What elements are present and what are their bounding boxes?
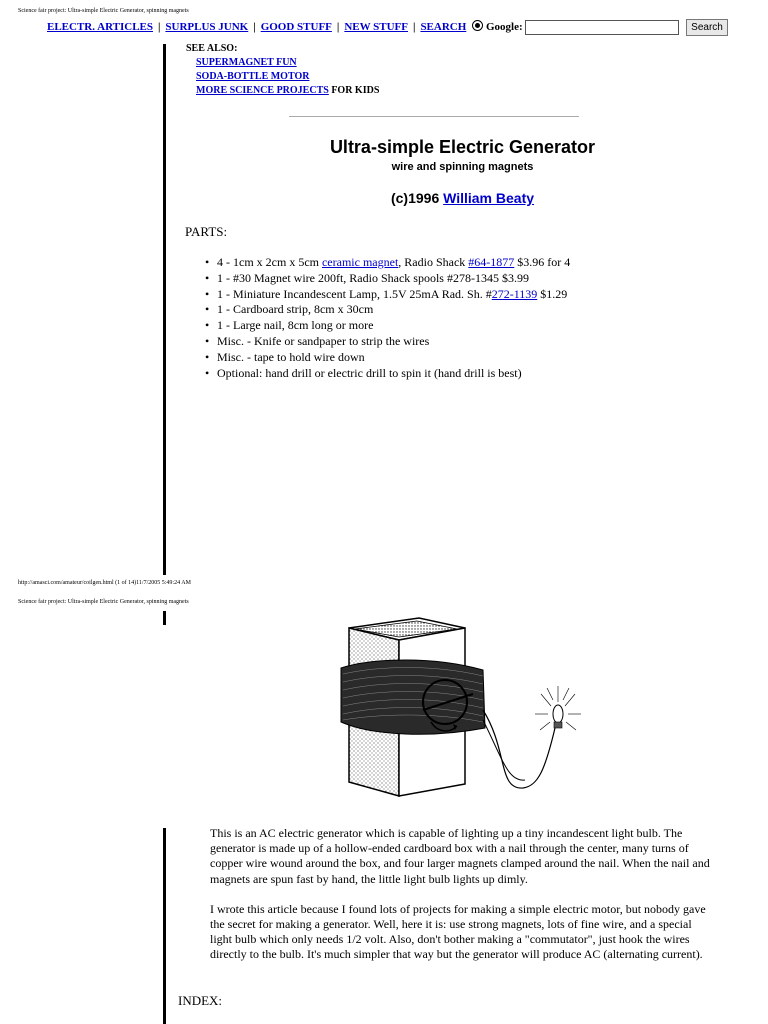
google-search-label-group xyxy=(472,19,523,33)
nav-separator: | xyxy=(413,21,416,33)
list-item: • Optional: hand drill or electric drill to spin it (hand drill is best) xyxy=(205,366,570,382)
link-272-1139[interactable]: 272-1139 xyxy=(491,286,538,301)
nav-surplus-junk[interactable]: SURPLUS JUNK xyxy=(165,21,249,33)
nav-good-stuff[interactable]: GOOD STUFF xyxy=(260,21,332,33)
see-also-heading: SEE ALSO: xyxy=(186,43,238,54)
list-item: • 1 - Cardboard strip, 8cm x 30cm xyxy=(205,302,570,318)
nav-electr-articles[interactable]: ELECTR. ARTICLES xyxy=(47,21,153,33)
google-radio-button[interactable] xyxy=(472,20,483,31)
search-button[interactable]: Search xyxy=(686,19,728,36)
list-item: • 1 - Miniature Incandescent Lamp, 1.5V 25mA Rad. Sh. #272-1139 $1.29 xyxy=(205,287,570,303)
link-more-science-projects[interactable]: MORE SCIENCE PROJECTS xyxy=(196,85,329,96)
top-navigation xyxy=(47,21,466,33)
parts-heading: PARTS: xyxy=(185,224,228,239)
byline xyxy=(0,190,768,206)
generator-illustration xyxy=(333,610,595,816)
nav-new-stuff[interactable]: NEW STUFF xyxy=(344,21,408,33)
list-item: • Misc. - Knife or sandpaper to strip the wires xyxy=(205,334,570,350)
page-subtitle: wire and spinning magnets xyxy=(391,161,534,173)
nav-separator: | xyxy=(253,21,256,33)
link-supermagnet-fun[interactable]: SUPERMAGNET FUN xyxy=(196,57,297,68)
link-64-1877[interactable]: #64-1877 xyxy=(468,255,515,269)
copyright: (c)1996 xyxy=(390,190,440,206)
paragraph: I wrote this article because I found lots of projects for making a simple electric motor, but nobody gave the secret for making a generator. Well, here it is: use strong magnets, lots of fine wire, and a special light bulb which only needs 1/2 volt. Also, don't bother making a "commutator", just hook the wires directly to the bulb. It's much simpler that way but the generator will produce AC (alternating current). xyxy=(210,901,706,962)
nav-separator: | xyxy=(157,21,161,33)
article-body xyxy=(210,826,710,978)
horizontal-divider xyxy=(289,116,579,117)
author-link[interactable]: William Beaty xyxy=(443,190,535,206)
link-ceramic-magnet[interactable]: ceramic magnet xyxy=(321,255,399,269)
left-rule-2 xyxy=(163,611,166,625)
parts-list xyxy=(205,255,570,381)
list-item: • 1 - Large nail, 8cm long or more xyxy=(205,318,570,334)
left-rule-1 xyxy=(163,44,166,575)
index-heading: INDEX: xyxy=(178,993,223,1008)
link-soda-bottle-motor[interactable]: SODA-BOTTLE MOTOR xyxy=(196,71,310,82)
google-label: Google: xyxy=(486,21,523,33)
page-title: Ultra-simple Electric Generator xyxy=(329,137,596,157)
paragraph: This is an AC electric generator which is capable of lighting up a tiny incandescent light bulb. The generator is made up of a hollow-ended cardboard box with a nail through the center, many turns of copper wire wound around the box, and four larger magnets clamped around the nail. When the nail and magnets are spun fast by hand, the little light bulb lights up dimly. xyxy=(210,826,710,886)
list-item: • 4 - 1cm x 2cm x 5cm ceramic magnet, Radio Shack #64-1877 $3.96 for 4 xyxy=(205,255,570,271)
list-item: • Misc. - tape to hold wire down xyxy=(205,350,570,366)
see-also-box xyxy=(186,42,379,98)
for-kids-label: FOR KIDS xyxy=(331,85,380,96)
page-header-title: Science fair project: Ultra-simple Electric Generator, spinning magnets xyxy=(18,8,189,14)
list-item: • 1 - #30 Magnet wire 200ft, Radio Shack spools #278-1345 $3.99 xyxy=(205,271,570,287)
google-search-input[interactable] xyxy=(525,20,679,35)
page-footer-url: http://amasci.com/amateur/coilgen.html (1 of 14)11/7/2005 5:49:24 AM xyxy=(18,580,191,586)
page-header-title: Science fair project: Ultra-simple Electric Generator, spinning magnets xyxy=(18,599,189,605)
left-rule-3 xyxy=(163,828,166,1024)
nav-search[interactable]: SEARCH xyxy=(420,21,467,33)
nav-separator: | xyxy=(336,21,340,33)
